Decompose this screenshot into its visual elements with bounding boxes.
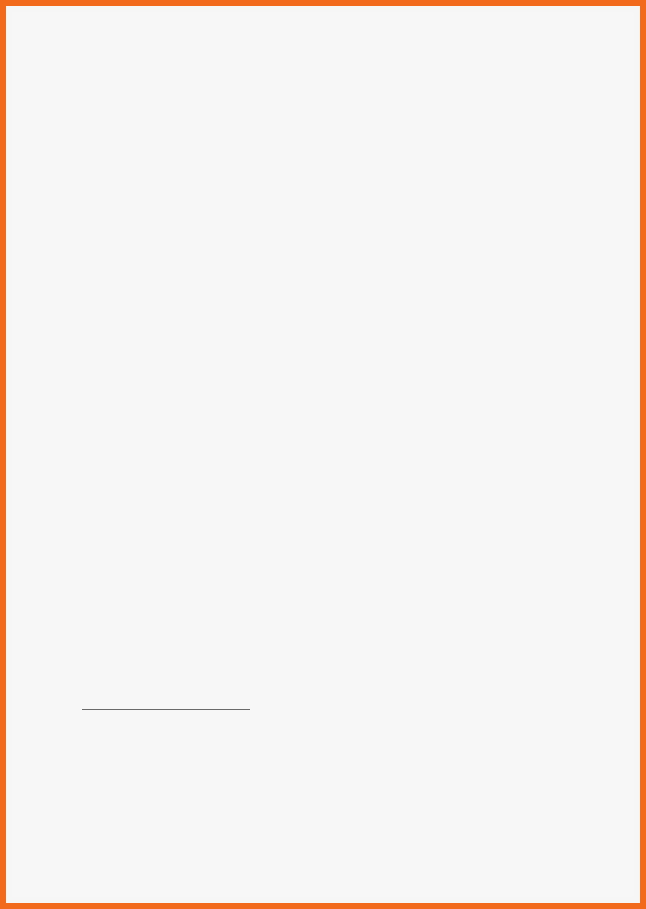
- signature-line: [82, 709, 250, 710]
- letter-page: [12, 12, 634, 897]
- watermark: [44, 864, 84, 874]
